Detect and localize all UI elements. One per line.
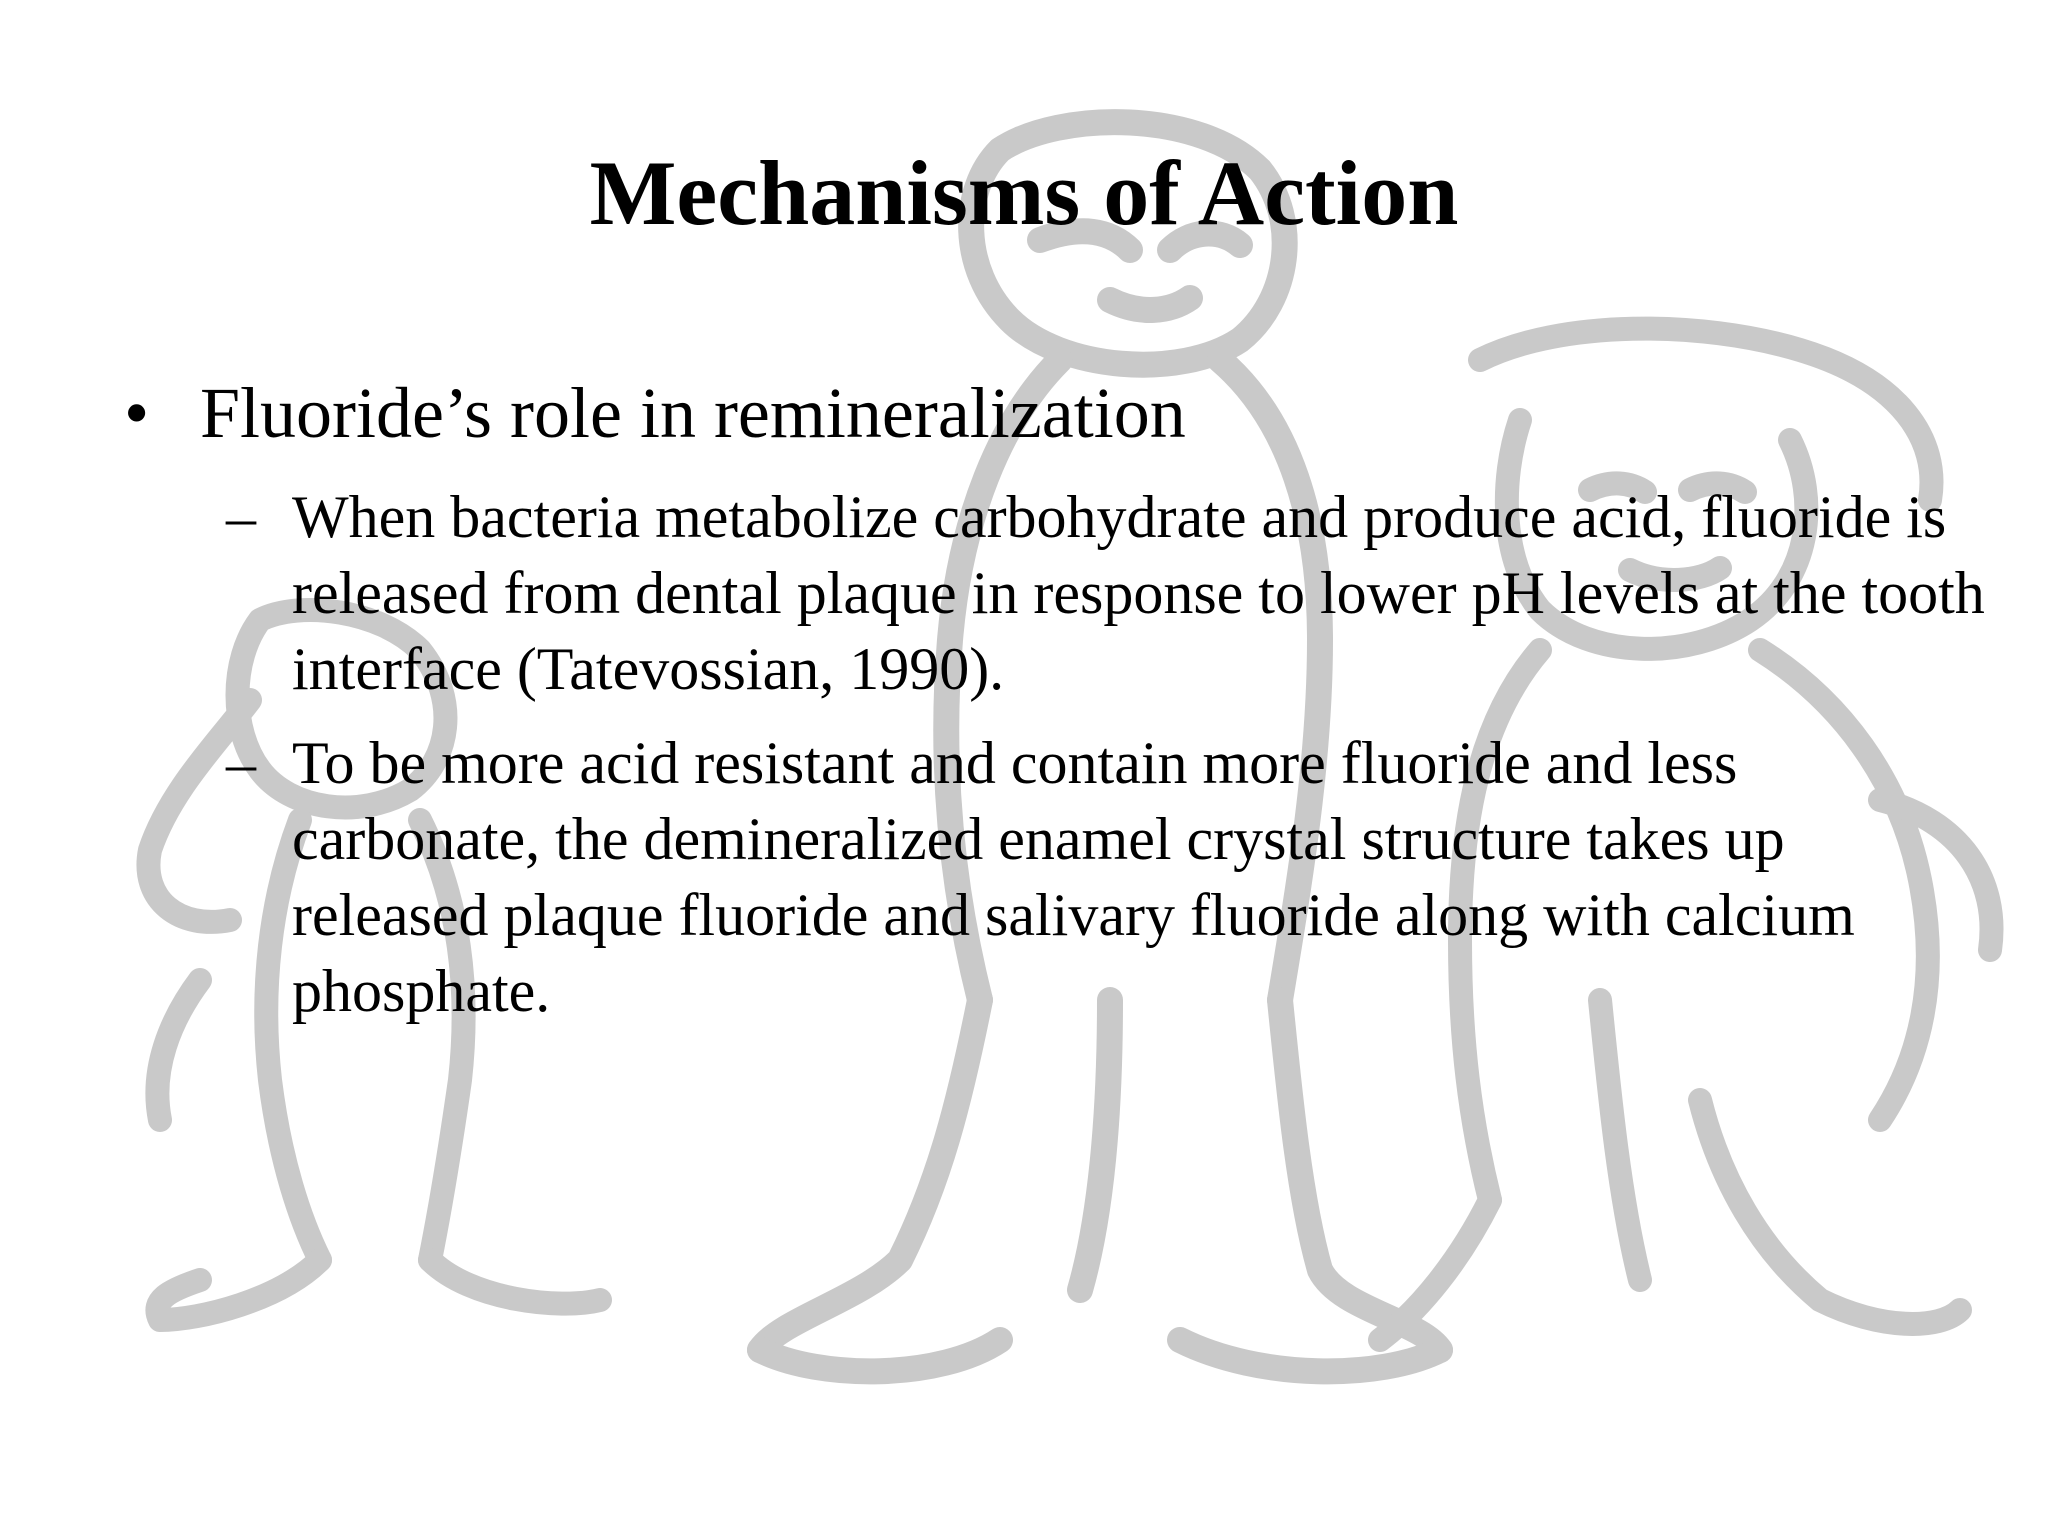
sub-bullet-marker: – [226, 484, 256, 550]
sub-bullet-text: When bacteria metabolize carbohydrate and produce acid, fluoride is released from dental plaque in response to lower pH levels at the tooth interface (Tatevossian, 1990). [292, 484, 1985, 702]
sub-bullet-text: To be more acid resistant and contain more fluoride and less carbonate, the demineralized enamel crystal structure takes up released plaque fluoride and salivary fluoride along with calcium phosphate. [292, 730, 1855, 1024]
bullet-text: Fluoride’s role in remineralization [200, 373, 1186, 453]
sub-bullet-item [226, 725, 1996, 1029]
sub-bullet-item [226, 479, 1996, 707]
bullet-item [124, 370, 2004, 456]
slide-title: Mechanisms of Action [589, 142, 1459, 244]
sub-bullet-marker: – [226, 730, 256, 796]
bullet-marker: • [124, 373, 150, 453]
